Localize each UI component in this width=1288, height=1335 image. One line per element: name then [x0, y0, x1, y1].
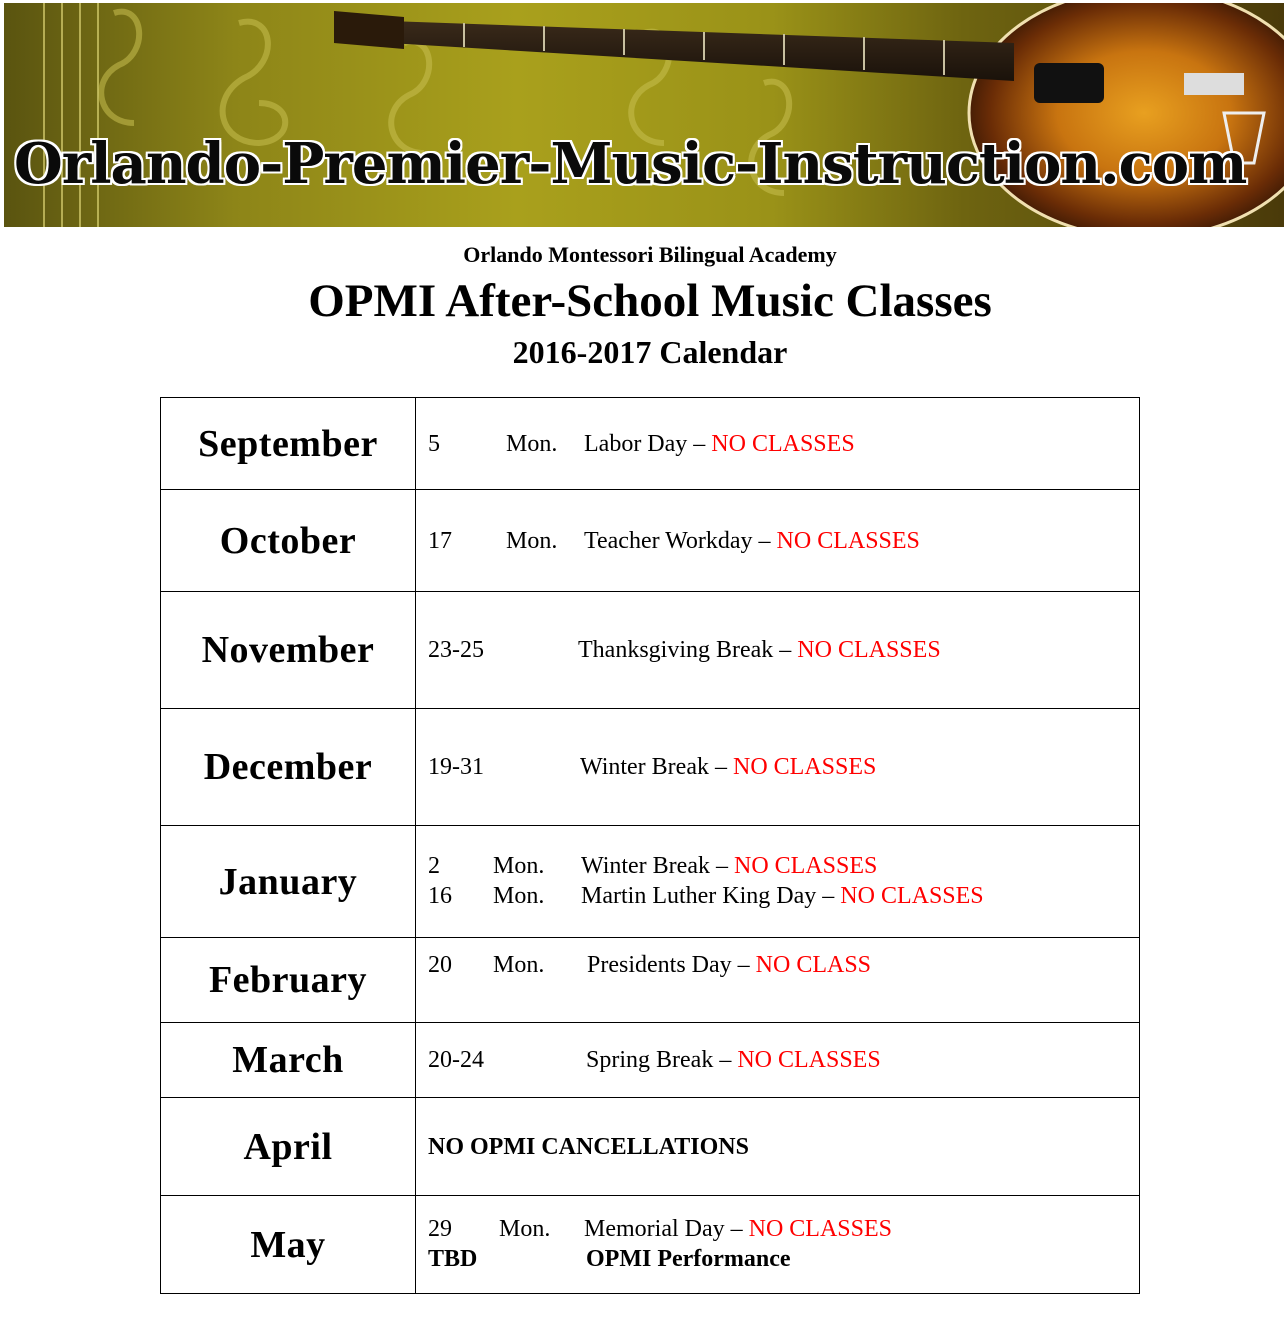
- event-day: Mon.: [506, 528, 558, 554]
- event-status: NO CLASSES: [711, 431, 855, 457]
- event-separator: –: [758, 528, 771, 554]
- calendar-row-december: [161, 709, 1140, 826]
- event-status: NO CLASSES: [737, 1047, 881, 1073]
- event-desc: Thanksgiving Break: [578, 637, 774, 663]
- event-status: NO CLASSES: [840, 883, 984, 909]
- event-description: [578, 637, 941, 664]
- event-desc: Presidents Day: [587, 952, 732, 978]
- calendar-row-october: [161, 490, 1140, 592]
- event-desc: Labor Day: [584, 431, 688, 457]
- site-banner: [4, 3, 1284, 227]
- event-desc: Martin Luther King Day: [581, 883, 817, 909]
- event-desc: Winter Break: [580, 754, 709, 780]
- month-label: February: [161, 938, 416, 1023]
- event-desc: OPMI Performance: [586, 1246, 791, 1272]
- event-date: 23-25: [428, 637, 484, 663]
- calendar-row-february: [161, 938, 1140, 1023]
- event-description: [581, 853, 877, 880]
- event-separator: –: [737, 952, 750, 978]
- month-events: [416, 826, 1140, 938]
- event-description: [584, 431, 855, 458]
- page-title: OPMI After-School Music Classes: [308, 275, 992, 327]
- event-description: [584, 528, 920, 555]
- event-desc: Memorial Day: [584, 1216, 725, 1242]
- month-events: [416, 1196, 1140, 1294]
- event-status: NO CLASSES: [797, 637, 941, 663]
- calendar-row-march: [161, 1023, 1140, 1098]
- event-description: [586, 1047, 881, 1074]
- event-date: 20-24: [428, 1047, 484, 1073]
- site-name: Orlando-Premier-Music-Instruction.com: [14, 131, 1247, 197]
- event-date: 19-31: [428, 754, 484, 780]
- event-date: 16: [428, 883, 452, 909]
- event-day: Mon.: [493, 853, 545, 879]
- event-description: [581, 883, 984, 910]
- event-date: 5: [428, 431, 440, 457]
- month-events: [416, 398, 1140, 490]
- event-date: 17: [428, 528, 452, 554]
- calendar-table: [160, 397, 1140, 1294]
- event-status: NO CLASSES: [732, 754, 877, 780]
- month-label: March: [161, 1023, 416, 1098]
- month-label: September: [161, 398, 416, 490]
- event-day: Mon.: [493, 883, 545, 909]
- month-events: [416, 938, 1140, 1023]
- calendar-row-may: [161, 1196, 1140, 1294]
- calendar-row-november: [161, 592, 1140, 709]
- month-label: January: [161, 826, 416, 938]
- month-events: [416, 1023, 1140, 1098]
- event-separator: –: [779, 637, 792, 663]
- calendar-row-april: [161, 1098, 1140, 1196]
- event-date: 20: [428, 952, 452, 978]
- calendar-row-january: [161, 826, 1140, 938]
- event-day: Mon.: [493, 952, 545, 978]
- month-note: NO OPMI CANCELLATIONS: [428, 1134, 749, 1160]
- event-separator: –: [715, 853, 728, 879]
- event-status: NO CLASSES: [776, 528, 920, 554]
- calendar-row-september: [161, 398, 1140, 490]
- month-events: [416, 592, 1140, 709]
- school-name: Orlando Montessori Bilingual Academy: [463, 242, 837, 267]
- event-description: [587, 952, 871, 979]
- month-label: December: [161, 709, 416, 826]
- event-separator: –: [822, 883, 835, 909]
- month-label: May: [161, 1196, 416, 1294]
- month-events: [416, 709, 1140, 826]
- event-date: 29: [428, 1216, 452, 1242]
- event-separator: –: [714, 754, 727, 780]
- event-day: Mon.: [499, 1216, 551, 1242]
- event-desc: Spring Break: [586, 1047, 714, 1073]
- event-status: NO CLASSES: [733, 853, 878, 879]
- month-events: [416, 490, 1140, 592]
- event-desc: Teacher Workday: [584, 528, 753, 554]
- event-date: TBD: [428, 1246, 478, 1272]
- event-separator: –: [719, 1047, 732, 1073]
- event-status: NO CLASSES: [748, 1216, 892, 1242]
- event-description: [584, 1216, 892, 1243]
- event-day: Mon.: [506, 431, 558, 457]
- month-label: November: [161, 592, 416, 709]
- month-events: [416, 1098, 1140, 1196]
- event-status: NO CLASS: [755, 952, 872, 978]
- month-label: October: [161, 490, 416, 592]
- event-separator: –: [730, 1216, 743, 1242]
- calendar-subtitle: 2016-2017 Calendar: [512, 334, 788, 370]
- event-description: [580, 754, 876, 781]
- event-date: 2: [428, 853, 440, 879]
- month-label: April: [161, 1098, 416, 1196]
- event-separator: –: [693, 431, 706, 457]
- event-desc: Winter Break: [581, 853, 710, 879]
